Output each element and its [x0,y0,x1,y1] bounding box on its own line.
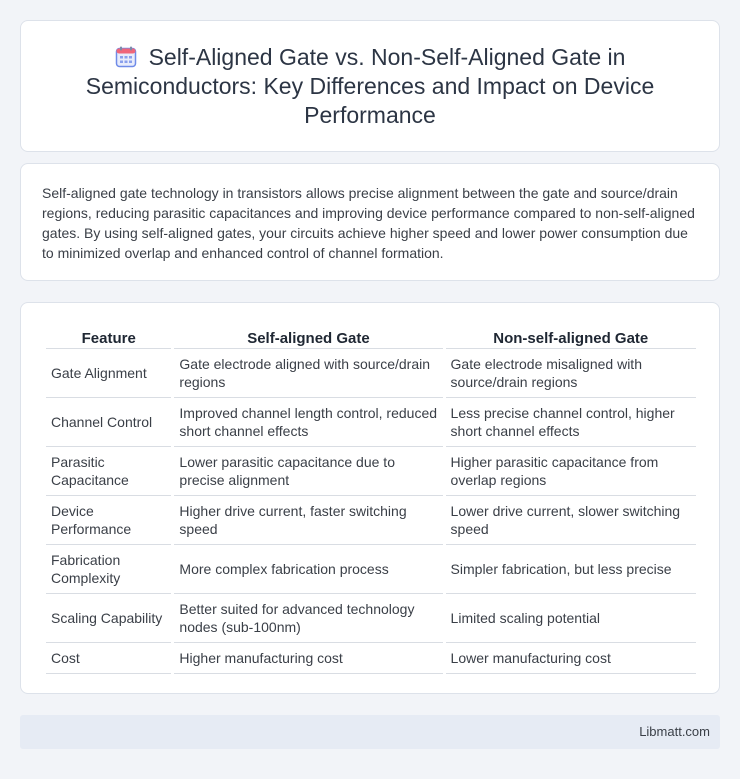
non-self-aligned-cell: Higher parasitic capacitance from overlap regions [446,447,696,496]
table-row [46,398,696,447]
feature-cell: Cost [46,643,171,674]
header-feature: Feature [46,325,171,349]
table-row [46,447,696,496]
comparison-card [20,302,720,694]
table-row [46,496,696,545]
self-aligned-cell: Gate electrode aligned with source/drain regions [174,349,442,398]
intro-paragraph: Self-aligned gate technology in transistors allows precise alignment between the gate and source/drain regions, reducing parasitic capacitances and improving device performance compared to non-self-aligned gates. By using self-aligned gates, your circuits achieve higher speed and lower power consumption due to minimized overlap and enhanced control of channel formation. [42,185,695,261]
table-row [46,349,696,398]
title-card [20,20,720,152]
header-self-aligned: Self-aligned Gate [174,325,442,349]
feature-cell: Parasitic Capacitance [46,447,171,496]
feature-cell: Device Performance [46,496,171,545]
non-self-aligned-cell: Gate electrode misaligned with source/drain regions [446,349,696,398]
table-header-row [46,325,696,349]
self-aligned-cell: Improved channel length control, reduced short channel effects [174,398,442,447]
non-self-aligned-cell: Less precise channel control, higher short channel effects [446,398,696,447]
table-row [46,545,696,594]
footer-bar [20,715,720,749]
feature-cell: Gate Alignment [46,349,171,398]
self-aligned-cell: More complex fabrication process [174,545,442,594]
non-self-aligned-cell: Limited scaling potential [446,594,696,643]
non-self-aligned-cell: Lower drive current, slower switching speed [446,496,696,545]
feature-cell: Channel Control [46,398,171,447]
self-aligned-cell: Higher manufacturing cost [174,643,442,674]
non-self-aligned-cell: Simpler fabrication, but less precise [446,545,696,594]
feature-cell: Scaling Capability [46,594,171,643]
site-link[interactable]: Libmatt.com [639,724,710,739]
calendar-icon [115,46,137,68]
header-non-self-aligned: Non-self-aligned Gate [446,325,696,349]
self-aligned-cell: Lower parasitic capacitance due to precise alignment [174,447,442,496]
self-aligned-cell: Higher drive current, faster switching speed [174,496,442,545]
title-text: Self-Aligned Gate vs. Non-Self-Aligned Gate in Semiconductors: Key Differences and Impact on Device Performance [85,44,655,128]
table-row [46,643,696,674]
feature-cell: Fabrication Complexity [46,545,171,594]
comparison-table [43,325,699,674]
page-title [51,43,689,130]
self-aligned-cell: Better suited for advanced technology nodes (sub-100nm) [174,594,442,643]
table-row [46,594,696,643]
non-self-aligned-cell: Lower manufacturing cost [446,643,696,674]
intro-card [20,163,720,281]
